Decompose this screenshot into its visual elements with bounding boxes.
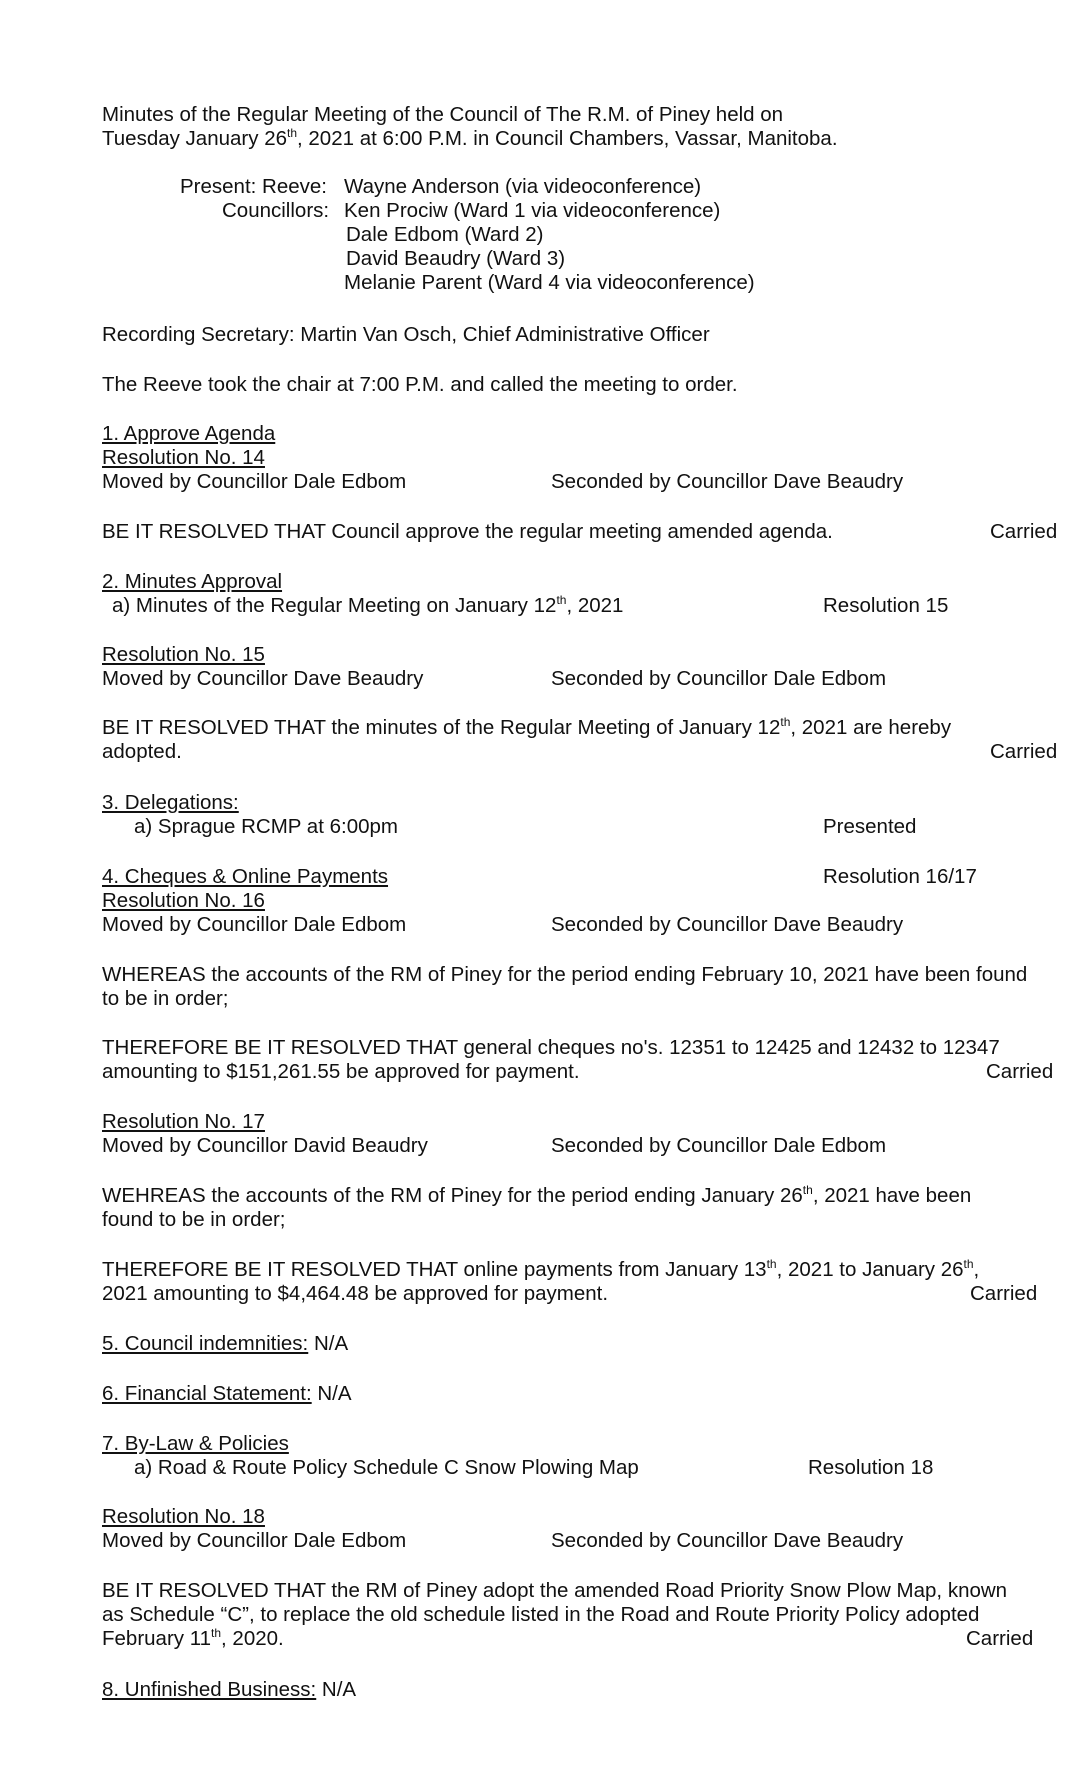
section-8-heading: 8. Unfinished Business: (102, 1678, 317, 1701)
res15-status: Carried (990, 740, 1058, 763)
councillor-1: Ken Prociw (Ward 1 via videoconference) (344, 199, 721, 222)
section-6-value: N/A (311, 1382, 352, 1405)
res18-moved: Moved by Councillor Dale Edbom (102, 1529, 407, 1552)
res17-seconded: Seconded by Councillor Dale Edbom (551, 1134, 887, 1157)
res15-seconded: Seconded by Councillor Dale Edbom (551, 667, 887, 690)
section-7-heading: 7. By-Law & Policies (102, 1432, 289, 1455)
header-line-2: Tuesday January 26th, 2021 at 6:00 P.M. in Council Chambers, Vassar, Manitoba. (102, 126, 838, 150)
resolution-18-label: Resolution No. 18 (102, 1505, 265, 1528)
res16-therefore-1: THEREFORE BE IT RESOLVED THAT general cheques no's. 12351 to 12425 and 12432 to 12347 (102, 1036, 1000, 1059)
res14-moved: Moved by Councillor Dale Edbom (102, 470, 407, 493)
delegation-item: a) Sprague RCMP at 6:00pm (134, 815, 398, 838)
res18-text-1: BE IT RESOLVED THAT the RM of Piney adopt the amended Road Priority Snow Plow Map, known (102, 1579, 1008, 1602)
res15-text-2: adopted. (102, 740, 182, 763)
res18-status: Carried (966, 1627, 1034, 1650)
minutes-item: a) Minutes of the Regular Meeting on January 12th, 2021 (112, 593, 624, 617)
res15-moved: Moved by Councillor Dave Beaudry (102, 667, 424, 690)
chair-statement: The Reeve took the chair at 7:00 P.M. and called the meeting to order. (102, 373, 738, 396)
councillor-4: Melanie Parent (Ward 4 via videoconference) (344, 271, 755, 294)
res16-seconded: Seconded by Councillor Dave Beaudry (551, 913, 904, 936)
bylaw-item-ref: Resolution 18 (808, 1456, 934, 1479)
resolution-16-label: Resolution No. 16 (102, 889, 265, 912)
res16-moved: Moved by Councillor Dale Edbom (102, 913, 407, 936)
res18-seconded: Seconded by Councillor Dave Beaudry (551, 1529, 904, 1552)
section-3-heading: 3. Delegations: (102, 791, 239, 814)
councillor-2: Dale Edbom (Ward 2) (346, 223, 544, 246)
res16-status: Carried (986, 1060, 1054, 1083)
section-8 (102, 1678, 356, 1702)
councillor-3: David Beaudry (Ward 3) (346, 247, 566, 270)
delegation-status: Presented (823, 815, 917, 838)
recording-secretary: Recording Secretary: Martin Van Osch, Chief Administrative Officer (102, 323, 710, 346)
section-6-heading: 6. Financial Statement: (102, 1382, 312, 1405)
section-4-heading: 4. Cheques & Online Payments (102, 865, 389, 888)
res17-whereas-1: WEHREAS the accounts of the RM of Piney for the period ending January 26th, 2021 have been (102, 1183, 972, 1207)
section-6 (102, 1382, 352, 1406)
res16-whereas-2: to be in order; (102, 987, 229, 1010)
res14-seconded: Seconded by Councillor Dave Beaudry (551, 470, 904, 493)
res17-status: Carried (970, 1282, 1038, 1305)
res14-status: Carried (990, 520, 1058, 543)
reeve-label: Present: Reeve: (180, 175, 327, 198)
res17-therefore-2: 2021 amounting to $4,464.48 be approved for payment. (102, 1282, 609, 1305)
section-5 (102, 1332, 348, 1356)
res16-whereas-1: WHEREAS the accounts of the RM of Piney for the period ending February 10, 2021 have been found (102, 963, 1028, 986)
minutes-item-ref: Resolution 15 (823, 594, 949, 617)
res16-therefore-2: amounting to $151,261.55 be approved for payment. (102, 1060, 580, 1083)
reeve-name: Wayne Anderson (via videoconference) (344, 175, 702, 198)
res17-therefore-1: THEREFORE BE IT RESOLVED THAT online payments from January 13th, 2021 to January 26th, (102, 1257, 980, 1281)
section-8-value: N/A (316, 1678, 357, 1701)
councillors-label: Councillors: (222, 199, 330, 222)
bylaw-item: a) Road & Route Policy Schedule C Snow Plowing Map (134, 1456, 639, 1479)
section-2-heading: 2. Minutes Approval (102, 570, 283, 593)
resolution-17-label: Resolution No. 17 (102, 1110, 265, 1133)
section-5-value: N/A (308, 1332, 349, 1355)
resolution-15-label: Resolution No. 15 (102, 643, 265, 666)
res14-text: BE IT RESOLVED THAT Council approve the regular meeting amended agenda. (102, 520, 833, 543)
section-4-ref: Resolution 16/17 (823, 865, 977, 888)
header-line-1: Minutes of the Regular Meeting of the Council of The R.M. of Piney held on (102, 103, 784, 126)
resolution-14-label: Resolution No. 14 (102, 446, 265, 469)
res17-whereas-2: found to be in order; (102, 1208, 286, 1231)
section-1-heading: 1. Approve Agenda (102, 422, 276, 445)
res17-moved: Moved by Councillor David Beaudry (102, 1134, 428, 1157)
res18-text-2: as Schedule “C”, to replace the old schedule listed in the Road and Route Priority Policy adopted (102, 1603, 980, 1626)
res18-text-3: February 11th, 2020. (102, 1626, 284, 1650)
section-5-heading: 5. Council indemnities: (102, 1332, 309, 1355)
res15-text-1: BE IT RESOLVED THAT the minutes of the Regular Meeting of January 12th, 2021 are hereby (102, 715, 952, 739)
